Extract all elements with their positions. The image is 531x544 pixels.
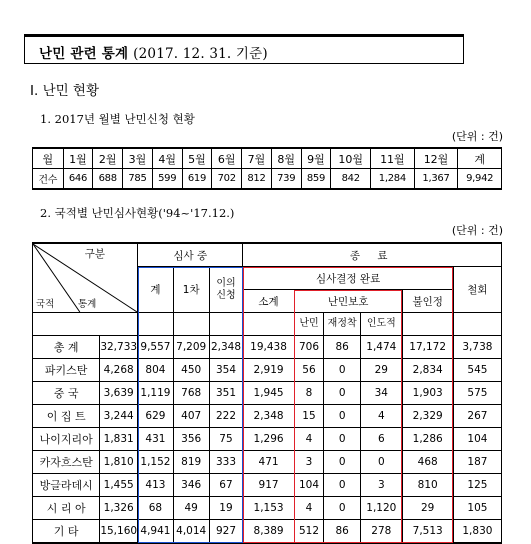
row-total: 1,326 xyxy=(100,497,138,520)
monthly-unit-label: (단위 : 건) xyxy=(451,130,503,143)
monthly-header-cell: 6월 xyxy=(212,148,242,169)
corner-spacer xyxy=(33,313,138,336)
nationality-table-title: 2. 국적별 난민심사현황('94~'17.12.) xyxy=(40,206,235,220)
row-resettle: 86 xyxy=(324,336,361,359)
row-withdrawn: 187 xyxy=(453,451,501,474)
row-first: 356 xyxy=(173,428,209,451)
row-appeal: 67 xyxy=(209,474,243,497)
row-appeal: 333 xyxy=(209,451,243,474)
row-nationality: 나이지리아 xyxy=(33,428,100,451)
row-first: 819 xyxy=(173,451,209,474)
row-first: 4,014 xyxy=(173,520,209,544)
row-resettle: 0 xyxy=(324,451,361,474)
row-total: 1,831 xyxy=(100,428,138,451)
spacer xyxy=(209,313,243,336)
monthly-header-cell: 3월 xyxy=(123,148,153,169)
nationality-unit-label: (단위 : 건) xyxy=(451,224,503,237)
row-withdrawn: 545 xyxy=(453,359,501,382)
table-row xyxy=(33,336,502,359)
row-appeal: 351 xyxy=(209,382,243,405)
row-total: 1,810 xyxy=(100,451,138,474)
row-appeal: 75 xyxy=(209,428,243,451)
header-row-1 xyxy=(33,243,502,267)
corner-header-cell xyxy=(33,243,138,313)
monthly-header-cell: 5월 xyxy=(182,148,212,169)
table-row xyxy=(33,359,502,382)
row-rejected: 468 xyxy=(402,451,453,474)
row-nationality: 카자흐스탄 xyxy=(33,451,100,474)
monthly-table-title: 1. 2017년 월별 난민신청 현황 xyxy=(40,112,195,126)
row-nationality: 기 타 xyxy=(33,520,100,544)
header-row-4 xyxy=(33,313,502,336)
row-rejected: 29 xyxy=(402,497,453,520)
row-review-total: 9,557 xyxy=(138,336,174,359)
row-nationality: 시 리 아 xyxy=(33,497,100,520)
monthly-header-cell: 2월 xyxy=(93,148,123,169)
row-humanitarian: 34 xyxy=(361,382,402,405)
row-review-total: 68 xyxy=(138,497,174,520)
row-humanitarian: 278 xyxy=(361,520,402,544)
row-review-total: 431 xyxy=(138,428,174,451)
header-completed: 종 료 xyxy=(243,243,502,267)
header-under-review: 심사 중 xyxy=(138,243,243,267)
header-protection: 난민보호 xyxy=(294,290,402,313)
monthly-value-cell: 842 xyxy=(331,169,371,190)
row-humanitarian: 4 xyxy=(361,405,402,428)
row-subtotal: 917 xyxy=(243,474,294,497)
row-review-total: 413 xyxy=(138,474,174,497)
row-refugee: 15 xyxy=(294,405,324,428)
row-first: 49 xyxy=(173,497,209,520)
row-total: 3,244 xyxy=(100,405,138,428)
monthly-value-cell: 702 xyxy=(212,169,242,190)
header-nationality: 국적 xyxy=(36,299,55,310)
header-resettle: 재정착 xyxy=(324,313,361,336)
spacer xyxy=(138,313,174,336)
row-first: 7,209 xyxy=(173,336,209,359)
row-subtotal: 1,945 xyxy=(243,382,294,405)
nationality-review-table xyxy=(32,242,502,544)
header-total-stat: 통계 xyxy=(78,299,97,310)
header-appeal: 이의 신청 xyxy=(209,267,243,313)
row-refugee: 56 xyxy=(294,359,324,382)
monthly-row-label: 건수 xyxy=(33,169,64,190)
row-withdrawn: 104 xyxy=(453,428,501,451)
spacer xyxy=(402,313,453,336)
spacer xyxy=(243,313,294,336)
monthly-value-cell: 1,367 xyxy=(414,169,458,190)
row-refugee: 706 xyxy=(294,336,324,359)
row-appeal: 2,348 xyxy=(209,336,243,359)
row-review-total: 629 xyxy=(138,405,174,428)
row-nationality: 파키스탄 xyxy=(33,359,100,382)
row-resettle: 0 xyxy=(324,382,361,405)
header-withdrawn: 철회 xyxy=(453,267,501,313)
row-refugee: 8 xyxy=(294,382,324,405)
row-rejected: 1,903 xyxy=(402,382,453,405)
row-humanitarian: 1,120 xyxy=(361,497,402,520)
title-top-rule xyxy=(24,34,464,37)
row-nationality: 총 계 xyxy=(33,336,100,359)
row-subtotal: 8,389 xyxy=(243,520,294,544)
monthly-header-cell: 9월 xyxy=(301,148,331,169)
title-date: (2017. 12. 31. 기준) xyxy=(133,46,268,62)
row-resettle: 0 xyxy=(324,428,361,451)
row-subtotal: 19,438 xyxy=(243,336,294,359)
table-row xyxy=(33,520,502,544)
row-subtotal: 1,296 xyxy=(243,428,294,451)
monthly-header-cell: 1월 xyxy=(63,148,93,169)
table-row xyxy=(33,474,502,497)
monthly-header-cell: 12월 xyxy=(414,148,458,169)
row-rejected: 2,834 xyxy=(402,359,453,382)
monthly-value-cell: 812 xyxy=(242,169,272,190)
monthly-header-cell: 7월 xyxy=(242,148,272,169)
monthly-header-cell: 월 xyxy=(33,148,64,169)
row-resettle: 86 xyxy=(324,520,361,544)
table-row xyxy=(33,428,502,451)
title-box xyxy=(24,36,464,64)
monthly-value-cell: 599 xyxy=(152,169,182,190)
row-nationality: 중 국 xyxy=(33,382,100,405)
monthly-value-cell: 739 xyxy=(271,169,301,190)
monthly-header-cell: 8월 xyxy=(271,148,301,169)
row-refugee: 104 xyxy=(294,474,324,497)
row-total: 32,733 xyxy=(100,336,138,359)
row-refugee: 4 xyxy=(294,428,324,451)
row-resettle: 0 xyxy=(324,474,361,497)
table-row xyxy=(33,451,502,474)
row-review-total: 804 xyxy=(138,359,174,382)
row-humanitarian: 3 xyxy=(361,474,402,497)
row-rejected: 7,513 xyxy=(402,520,453,544)
monthly-value-cell: 646 xyxy=(63,169,93,190)
row-subtotal: 1,153 xyxy=(243,497,294,520)
monthly-header-row xyxy=(33,148,502,169)
row-first: 450 xyxy=(173,359,209,382)
monthly-header-cell: 11월 xyxy=(371,148,415,169)
monthly-header-cell: 계 xyxy=(458,148,502,169)
monthly-value-cell: 9,942 xyxy=(458,169,502,190)
row-total: 4,268 xyxy=(100,359,138,382)
row-humanitarian: 29 xyxy=(361,359,402,382)
monthly-value-cell: 619 xyxy=(182,169,212,190)
row-review-total: 1,152 xyxy=(138,451,174,474)
row-nationality: 이 집 트 xyxy=(33,405,100,428)
table-row xyxy=(33,382,502,405)
monthly-value-cell: 785 xyxy=(123,169,153,190)
monthly-value-cell: 859 xyxy=(301,169,331,190)
table-row xyxy=(33,405,502,428)
monthly-value-cell: 1,284 xyxy=(371,169,415,190)
row-withdrawn: 3,738 xyxy=(453,336,501,359)
monthly-count-row xyxy=(33,169,502,190)
row-total: 15,160 xyxy=(100,520,138,544)
header-first: 1차 xyxy=(173,267,209,313)
row-total: 3,639 xyxy=(100,382,138,405)
row-withdrawn: 267 xyxy=(453,405,501,428)
row-resettle: 0 xyxy=(324,497,361,520)
monthly-header-cell: 10월 xyxy=(331,148,371,169)
row-withdrawn: 125 xyxy=(453,474,501,497)
header-decision-done: 심사결정 완료 xyxy=(243,267,453,290)
header-category: 구분 xyxy=(84,248,106,260)
monthly-applications-table xyxy=(32,147,502,190)
row-appeal: 19 xyxy=(209,497,243,520)
row-humanitarian: 0 xyxy=(361,451,402,474)
row-total: 1,455 xyxy=(100,474,138,497)
row-withdrawn: 105 xyxy=(453,497,501,520)
row-subtotal: 2,919 xyxy=(243,359,294,382)
row-first: 346 xyxy=(173,474,209,497)
row-review-total: 4,941 xyxy=(138,520,174,544)
row-first: 768 xyxy=(173,382,209,405)
row-resettle: 0 xyxy=(324,405,361,428)
row-rejected: 17,172 xyxy=(402,336,453,359)
header-review-total: 계 xyxy=(138,267,174,313)
row-first: 407 xyxy=(173,405,209,428)
header-subtotal: 소계 xyxy=(243,290,294,313)
section-heading: Ⅰ. 난민 현황 xyxy=(30,83,100,99)
row-humanitarian: 6 xyxy=(361,428,402,451)
title-main: 난민 관련 통계 xyxy=(39,46,129,62)
row-rejected: 810 xyxy=(402,474,453,497)
row-refugee: 512 xyxy=(294,520,324,544)
row-refugee: 4 xyxy=(294,497,324,520)
row-rejected: 2,329 xyxy=(402,405,453,428)
row-humanitarian: 1,474 xyxy=(361,336,402,359)
row-refugee: 3 xyxy=(294,451,324,474)
monthly-header-cell: 4월 xyxy=(152,148,182,169)
row-nationality: 방글라데시 xyxy=(33,474,100,497)
row-review-total: 1,119 xyxy=(138,382,174,405)
row-appeal: 222 xyxy=(209,405,243,428)
row-subtotal: 2,348 xyxy=(243,405,294,428)
spacer xyxy=(453,313,501,336)
header-refugee: 난민 xyxy=(294,313,324,336)
row-subtotal: 471 xyxy=(243,451,294,474)
row-withdrawn: 1,830 xyxy=(453,520,501,544)
row-rejected: 1,286 xyxy=(402,428,453,451)
row-appeal: 927 xyxy=(209,520,243,544)
table-row xyxy=(33,497,502,520)
spacer xyxy=(173,313,209,336)
page-title xyxy=(39,42,268,62)
row-resettle: 0 xyxy=(324,359,361,382)
monthly-value-cell: 688 xyxy=(93,169,123,190)
header-rejected: 불인정 xyxy=(402,290,453,313)
row-appeal: 354 xyxy=(209,359,243,382)
row-withdrawn: 575 xyxy=(453,382,501,405)
header-humanitarian: 인도적 xyxy=(361,313,402,336)
